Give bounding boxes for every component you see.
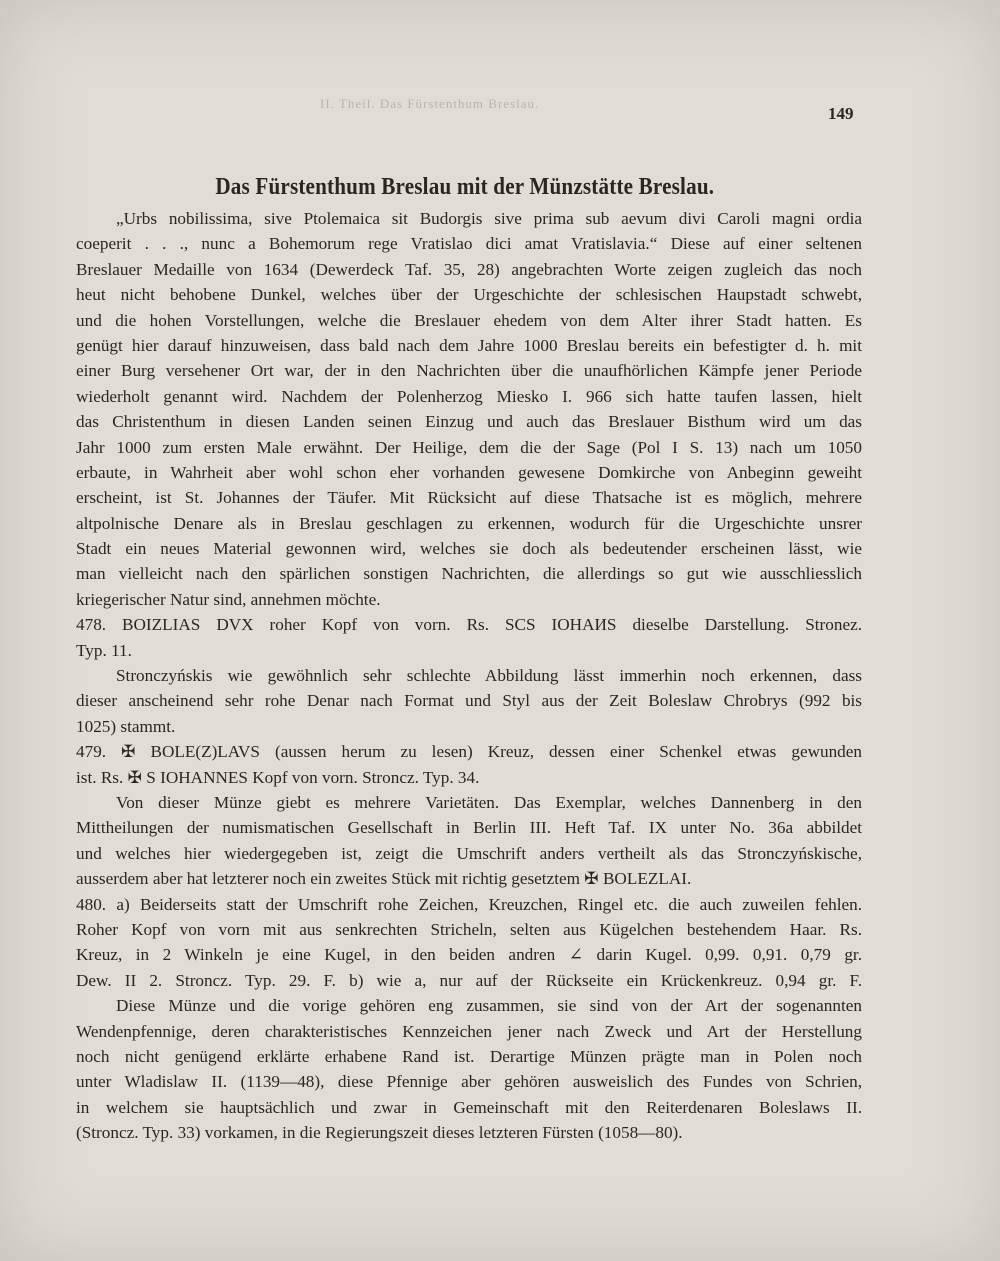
page-title: Das Fürstenthum Breslau mit der Münzstätte Breslau. [215,174,715,200]
text-line: das Christenthum in diesen Landen seinen Einzug und auch das Breslauer Bisthum wird um das [76,412,862,432]
text-line: einer Burg versehener Ort war, der in den Nachrichten über die unaufhörlichen Kämpfe jener Periode [76,361,862,381]
text-line: 1025) stammt. [76,716,176,736]
text-line: erbaute, in Wahrheit aber wohl schon eher vorhanden gewesene Domkirche von Anbeginn geweiht [76,462,862,482]
text-line: Breslauer Medaille von 1634 (Dewerdeck Taf. 35, 28) angebrachten Worte zeigen zugleich das noch [76,259,862,279]
text-line: ist. Rs. ✠ S IOHANNES Kopf von vorn. Stroncz. Typ. 34. [76,767,480,787]
text-line: 478. BOIZLIAS DVX roher Kopf von vorn. Rs. SCS IOHAИS dieselbe Darstellung. Stronez. [76,615,862,635]
text-line: (Stroncz. Typ. 33) vorkamen, in die Regierungszeit dieses letzteren Fürsten (1058—80). [76,1123,683,1143]
text-line: noch nicht genügend erklärte erhabene Rand ist. Derartige Münzen prägte man in Polen noch [76,1046,862,1066]
text-line: man vielleicht nach den spärlichen sonstigen Nachrichten, die allerdings so gut wie ausschliesslich [76,564,862,584]
text-line: Dew. II 2. Stroncz. Typ. 29. F. b) wie a, nur auf der Rückseite ein Krückenkreuz. 0,94 gr. F. [76,970,862,990]
text-line: dieser anscheinend sehr rohe Denar nach Format und Styl aus der Zeit Boleslaw Chrobrys (992 bis [76,691,862,711]
text-line: Kreuz, in 2 Winkeln je eine Kugel, in den beiden andren ∠ darin Kugel. 0,99. 0,91. 0,79 gr. [76,945,862,965]
text-line: 479. ✠ BOLE(Z)LAVS (aussen herum zu lesen) Kreuz, dessen einer Schenkel etwas gewunden [76,742,862,762]
text-line: coeperit . . ., nunc a Bohemorum rege Vratislao dici amat Vratislavia.“ Diese auf einer seltenen [76,234,862,254]
text-line: und die hohen Vorstellungen, welche die Breslauer ehedem von dem Alter ihrer Stadt hatten. Es [76,310,862,330]
text-line: und welches hier wiedergegeben ist, zeigt die Umschrift anders vertheilt als das Stronczyńskische, [76,843,862,863]
text-line: Typ. 11. [76,640,132,660]
text-line: in welchem sie hauptsächlich und zwar in Gemeinschaft mit den Reiterdenaren Boleslaws II. [76,1097,862,1117]
text-line: „Urbs nobilissima, sive Ptolemaica sit Budorgis sive prima sub aevum divi Caroli magni ordia [116,209,862,228]
text-line: Diese Münze und die vorige gehören eng zusammen, sie sind von der Art der sogenannten [116,996,862,1016]
text-line: heut nicht behobene Dunkel, welches über der Urgeschichte der schlesischen Haupstadt schwebt, [76,285,862,305]
show-through-text: II. Theil. Das Fürstenthum Breslau. [320,96,540,111]
text-line: 480. a) Beiderseits statt der Umschrift rohe Zeichen, Kreuzchen, Ringel etc. die auch zuweilen fehlen. [76,894,862,914]
text-line: wiederholt genannt wird. Nachdem der Polenherzog Miesko I. 966 sich hatte taufen lassen, hielt [76,386,862,406]
text-line: kriegerischer Natur sind, annehmen möchte. [76,589,381,609]
text-line: erscheint, ist St. Johannes der Täufer. Mit Rücksicht auf diese Thatsache ist es möglich, mehrere [76,488,862,508]
text-line: Wendenpfennige, deren charakteristisches Kennzeichen jener nach Zweck und Art der Herstellung [76,1021,862,1041]
text-line: Jahr 1000 zum ersten Male erwähnt. Der Heilige, dem die der Sage (Pol I S. 13) nach um 1050 [76,437,862,457]
text-line: Mittheilungen der numismatischen Gesellschaft in Berlin III. Heft Taf. IX unter No. 36a abbildet [76,818,862,838]
text-line: Roher Kopf von vorn mit aus senkrechten Stricheln, selten aus Kügelchen bestehendem Haar. Rs. [76,919,862,939]
text-line: ausserdem aber hat letzterer noch ein zweites Stück mit richtig gesetztem ✠ BOLEZLAI. [76,869,692,889]
page-number: 149 [828,104,854,123]
body-text [76,206,862,1145]
text-line: altpolnische Denare als in Breslau geschlagen zu erkennen, wodurch für die Urgeschichte unsrer [76,513,862,533]
text-line: Stadt ein neues Material gewonnen wird, welches sie doch als bedeutender erscheinen lässt, wie [76,539,862,559]
text-line: Stronczyńskis wie gewöhnlich sehr schlechte Abbildung lässt immerhin noch erkennen, dass [116,666,862,686]
text-line: unter Wladislaw II. (1139—48), diese Pfennige aber gehören ausweislich des Fundes von Schrien, [76,1072,862,1092]
text-line: Von dieser Münze giebt es mehrere Varietäten. Das Exemplar, welches Dannenberg in den [116,792,862,812]
text-line: genügt hier darauf hinzuweisen, dass bald nach dem Jahre 1000 Breslau bereits ein befestigter d. h. mit [76,335,862,355]
